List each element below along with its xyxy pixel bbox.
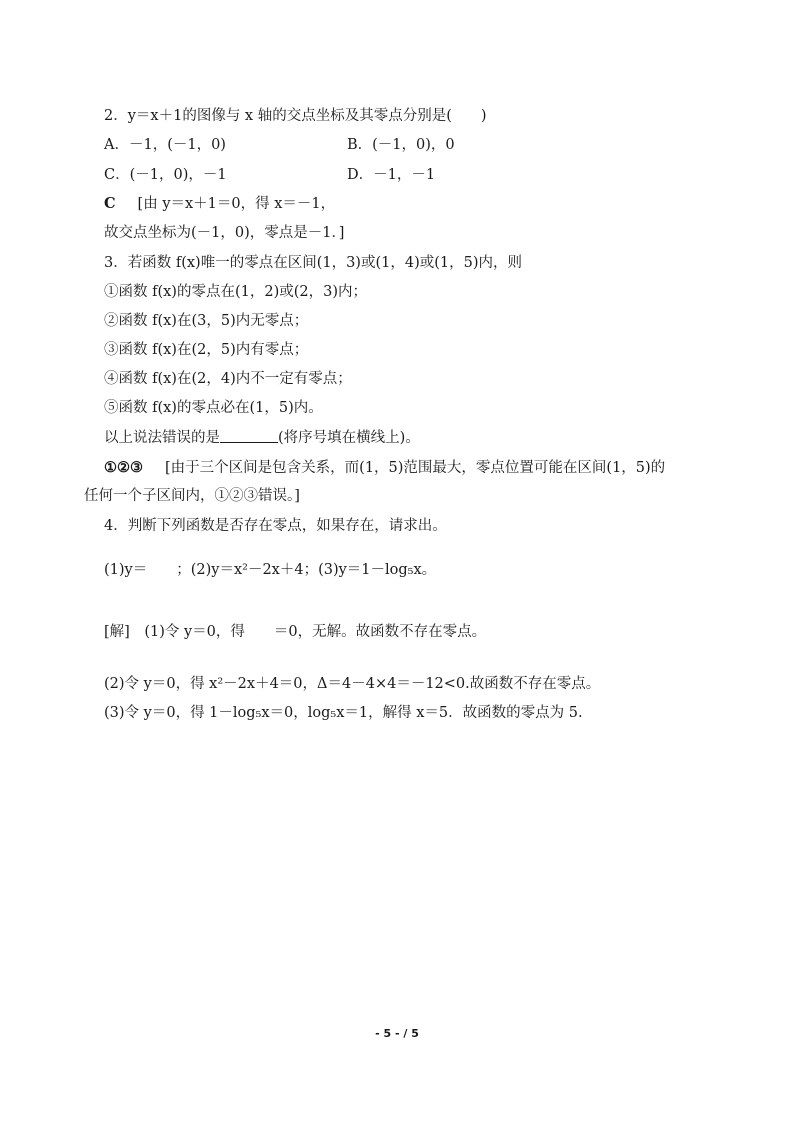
q4-solution-2: (2)令 y＝0，得 x²－2x＋4＝0，Δ＝4－4×4＝－12<0.故函数不存在零点。 [104,676,601,692]
q2-option-a: A．－1，(－1，0) [104,137,226,153]
q2-option-c: C．(－1，0)，－1 [104,167,227,183]
q4-solution-3: (3)令 y＝0，得 1－log₅x＝0，log₅x＝1，解得 x＝5．故函数的零点为 5. [104,705,583,721]
q3-explanation-1: [由于三个区间是包含关系，而(1，5)范围最大，零点位置可能在区间(1，5)的 [165,460,666,476]
q3-item-3: ③函数 f(x)在(2，5)内有零点； [104,342,309,358]
q2-option-d: D．－1，－1 [347,167,436,183]
q4-functions: (1)y＝ ；(2)y＝x²－2x＋4；(3)y＝1－log₅x。 [104,562,437,578]
q2-explanation-1: [由 y＝x＋1＝0，得 x＝－1， [137,196,336,212]
q3-prompt-before: 以上说法错误的是 [104,430,220,446]
q2-explanation-2: 故交点坐标为(－1，0)，零点是－1．] [104,225,345,241]
q3-prompt-after: (将序号填在横线上)。 [278,430,420,446]
q4-solution-1: [解] (1)令 y＝0，得 ＝0，无解。故函数不存在零点。 [104,624,487,640]
q2-answer-line [104,194,335,214]
q2-answer-letter: C [104,195,116,212]
q3-prompt [104,428,420,448]
q3-answer: ①②③ [104,459,143,476]
answer-blank [220,428,278,443]
q2-option-b: B．(－1，0)，0 [347,137,455,153]
q3-item-1: ①函数 f(x)的零点在(1，2)或(2，3)内； [104,284,367,300]
q3-stem: 3．若函数 f(x)唯一的零点在区间(1，3)或(1，4)或(1，5)内，则 [104,255,522,271]
q3-item-2: ②函数 f(x)在(3，5)内无零点； [104,313,309,329]
q4-stem: 4．判断下列函数是否存在零点，如果存在，请求出。 [104,518,447,534]
q3-item-4: ④函数 f(x)在(2，4)内不一定有零点； [104,371,352,387]
q3-item-5: ⑤函数 f(x)的零点必在(1，5)内。 [104,400,323,416]
q3-explanation-2: 任何一个子区间内，①②③错误。] [84,488,300,504]
q3-answer-line [104,458,665,478]
page-number: - 5 - / 5 [375,1027,419,1040]
q2-stem: 2．y＝x＋1的图像与 x 轴的交点坐标及其零点分别是( ) [104,108,487,124]
